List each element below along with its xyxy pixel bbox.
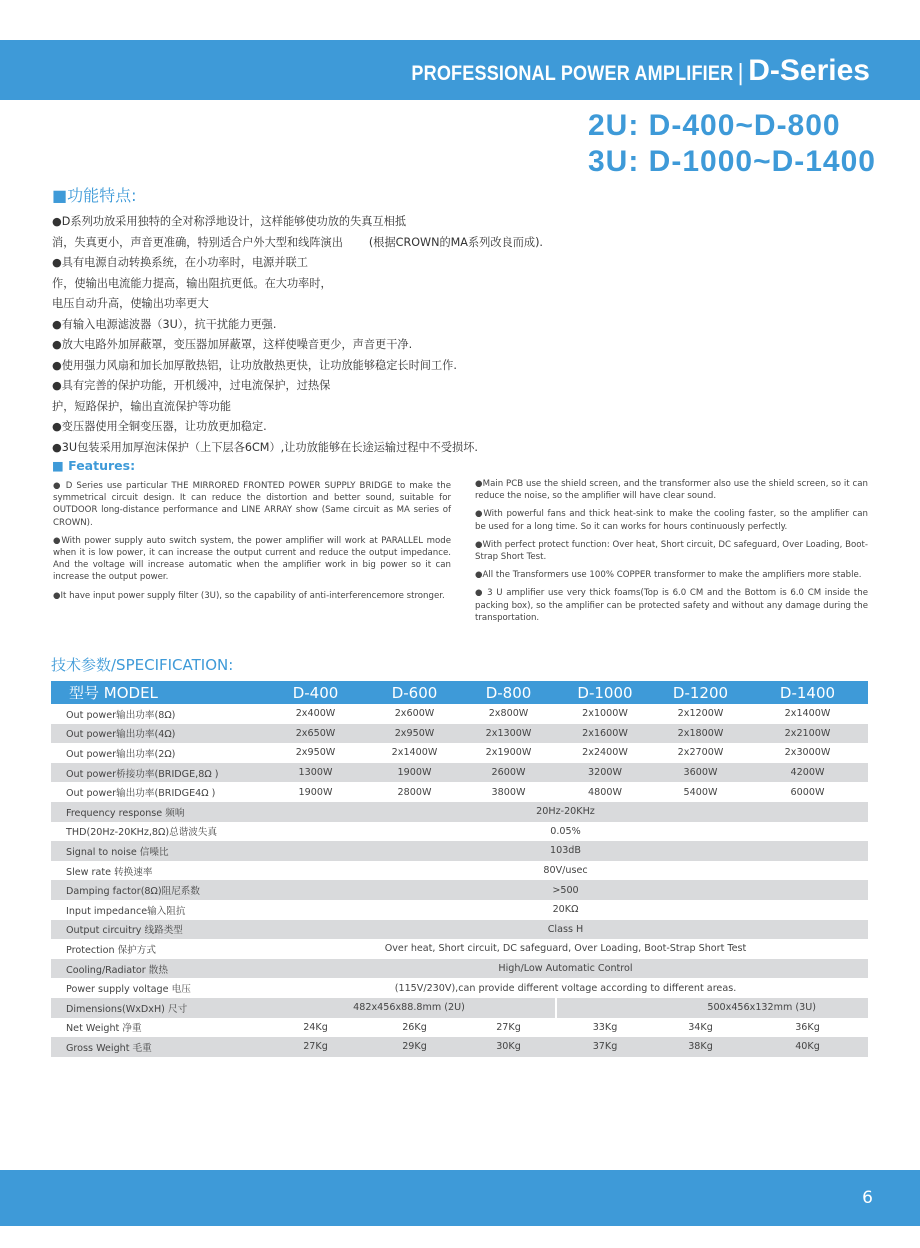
- header-bar: [0, 40, 920, 100]
- spec-row: [51, 1018, 868, 1038]
- spec-cell: 1300W: [263, 763, 368, 783]
- spec-cell: 40Kg: [747, 1037, 868, 1057]
- spec-row-label: Frequency response 频响: [51, 802, 263, 822]
- spec-cell-span: >500: [263, 880, 868, 900]
- spec-row-label: Gross Weight 毛重: [51, 1037, 263, 1057]
- spec-row: [51, 1037, 868, 1057]
- header-title-text: PROFESSIONAL POWER AMPLIFIER: [410, 62, 733, 85]
- spec-header-row: [51, 681, 868, 704]
- spec-cell: 2x1000W: [582, 708, 628, 720]
- features-en-paragraph: ●It have input power supply filter (3U), so the capability of anti-interferencemore stronger.: [53, 590, 445, 601]
- spec-cell: 37Kg: [556, 1037, 654, 1057]
- spec-row: [51, 900, 868, 920]
- spec-cell: 2x1600W: [556, 724, 654, 744]
- spec-cell: 2x3000W: [784, 747, 831, 759]
- spec-row-label: Slew rate 转换速率: [66, 866, 153, 878]
- spec-row-dimensions: [51, 998, 868, 1018]
- spec-row-label: Out power输出功率(2Ω): [66, 748, 176, 760]
- features-en-paragraph: ●All the Transformers use 100% COPPER transformer to make the amplifiers more stable.: [475, 570, 862, 581]
- spec-row: [51, 920, 868, 940]
- spec-cell: 2x2100W: [747, 724, 868, 744]
- spec-cell-span: 20Hz-20KHz: [263, 802, 868, 822]
- spec-cell-dimensions-3u: 500x456x132mm (3U): [556, 998, 868, 1018]
- spec-row-label: Out power输出功率(8Ω): [66, 709, 176, 721]
- features-zh-line: ●使用强力风扇和加长加厚散热铝，让功放散热更快，让功放能够稳定长时间工作.: [52, 358, 457, 372]
- spec-cell-span: (115V/230V),can provide different voltage according to different areas.: [394, 982, 737, 994]
- features-en-right-column: [475, 478, 868, 630]
- features-zh-line: 作，使输出电流能力提高，输出阻抗更低。在大功率时，: [52, 276, 332, 290]
- spec-cell: 27Kg: [496, 1021, 521, 1033]
- features-en-paragraph: ● 3 U amplifier use very thick foams(Top is 6.0 CM and the Bottom is 6.0 CM inside the packing box), so the amplifier can be protected safety and without any damage during the transportation.: [475, 588, 868, 623]
- spec-row-label: Dimensions(WxDxH) 尺寸: [51, 998, 263, 1018]
- spec-cell: 2x2700W: [677, 747, 724, 759]
- spec-cell: 6000W: [790, 786, 825, 798]
- spec-cell: 2x1400W: [784, 708, 831, 720]
- spec-row: [51, 724, 868, 744]
- spec-header-cell: D-800: [461, 681, 556, 704]
- spec-cell: 2x800W: [488, 708, 529, 720]
- spec-row: [51, 782, 868, 802]
- model-range-3u: 3U: D-1000~D-1400: [588, 145, 876, 178]
- spec-header-cell: D-1400: [747, 681, 868, 704]
- spec-cell-span: 103dB: [263, 841, 868, 861]
- spec-cell-span: 80V/usec: [543, 865, 588, 877]
- spec-cell: 4200W: [747, 763, 868, 783]
- spec-row-label: Out power输出功率(4Ω): [51, 724, 263, 744]
- features-zh-list: [52, 212, 572, 458]
- spec-cell: 24Kg: [303, 1021, 328, 1033]
- spec-row-label: THD(20Hz-20KHz,8Ω)总谐波失真: [66, 827, 218, 839]
- features-zh-line: ●具有电源自动转换系统，在小功率时，电源并联工: [52, 256, 308, 269]
- spec-cell: 3200W: [556, 763, 654, 783]
- features-en-paragraph: ●With perfect protect function: Over heat, Short circuit, DC safeguard, Over Loading, Boot-Strap Short Test.: [475, 539, 868, 563]
- features-zh-line: 护，短路保护，输出直流保护等功能: [52, 399, 232, 413]
- spec-cell: 27Kg: [263, 1037, 368, 1057]
- header-series: D-Series: [748, 54, 870, 87]
- spec-cell: 26Kg: [402, 1021, 427, 1033]
- spec-header-cell: D-1000: [556, 681, 654, 704]
- spec-row-label: Cooling/Radiator 散热: [51, 959, 263, 979]
- spec-row-label: Input impedance输入阻抗: [66, 905, 186, 917]
- spec-cell: 2x650W: [263, 724, 368, 744]
- features-zh-line: ●有输入电源滤波器（3U），抗干扰能力更强.: [52, 317, 277, 331]
- spec-cell: 2x600W: [394, 708, 435, 720]
- features-en-paragraph: ●With power supply auto switch system, the power amplifier will work at PARALLEL mode when it is low power, it can increase the output current and reduce the output impedance. And the voltage will increase automatic when the amplifier work in big power so it can increase the output power.: [53, 535, 451, 583]
- spec-cell: 2x400W: [295, 708, 336, 720]
- page-number: 6: [862, 1188, 873, 1208]
- spec-header-cell: 型号 MODEL: [51, 681, 263, 704]
- features-zh-line: 电压自动升高，使输出功率更大: [52, 297, 209, 310]
- features-zh-line-group: [52, 233, 572, 254]
- features-en-left-column: [53, 480, 451, 608]
- spec-row: [51, 763, 868, 783]
- features-zh-line: 消，失真更小，声音更准确，特别适合户外大型和线阵演出: [52, 235, 343, 249]
- spec-cell: 2x1200W: [677, 708, 724, 720]
- spec-heading: 技术参数/SPECIFICATION:: [51, 656, 234, 674]
- spec-row-label: Power supply voltage 电压: [66, 984, 191, 996]
- spec-row-label: Output circuitry 线路类型: [51, 920, 263, 940]
- header-title: [359, 40, 870, 100]
- features-zh-heading: ■功能特点:: [52, 186, 137, 205]
- spec-cell: 36Kg: [795, 1021, 820, 1033]
- spec-cell: 3800W: [491, 786, 526, 798]
- spec-header-cell: D-600: [368, 681, 461, 704]
- spec-cell-span: High/Low Automatic Control: [263, 959, 868, 979]
- features-zh-line: (根据CROWN的MA系列改良而成).: [368, 235, 543, 249]
- spec-cell: 2x950W: [295, 747, 336, 759]
- spec-row: [51, 939, 868, 959]
- spec-cell-span: Class H: [263, 920, 868, 940]
- spec-row: [51, 743, 868, 763]
- spec-cell: 2x1300W: [461, 724, 556, 744]
- spec-cell: 2600W: [461, 763, 556, 783]
- features-zh-line: ●具有完善的保护功能，开机缓冲，过电流保护，过热保: [52, 379, 331, 392]
- spec-row: [51, 978, 868, 998]
- spec-row: [51, 959, 868, 979]
- spec-cell: 1900W: [298, 786, 333, 798]
- spec-cell: 2x950W: [368, 724, 461, 744]
- features-zh-line: ●放大电路外加屏蔽罩，变压器加屏蔽罩，这样使噪音更少，声音更干净.: [52, 338, 413, 351]
- spec-cell: 1900W: [368, 763, 461, 783]
- spec-cell: 3600W: [654, 763, 747, 783]
- spec-cell-span: 20KΩ: [552, 904, 579, 916]
- features-zh-line: ●变压器使用全铜变压器，让功放更加稳定.: [52, 420, 267, 433]
- spec-row-label: Net Weight 净重: [66, 1023, 142, 1035]
- features-zh-line: ●D系列功放采用独特的全对称浮地设计，这样能够使功放的失真互相抵: [52, 215, 407, 228]
- spec-row-label: Protection 保护方式: [66, 944, 156, 956]
- spec-header-cell: D-400: [263, 681, 368, 704]
- spec-header-cell: D-1200: [654, 681, 747, 704]
- footer-bar: [0, 1170, 920, 1226]
- model-range-2u: 2U: D-400~D-800: [588, 109, 841, 142]
- spec-cell: 38Kg: [654, 1037, 747, 1057]
- spec-cell: 2x1900W: [485, 747, 532, 759]
- spec-cell-span: 0.05%: [550, 825, 581, 837]
- spec-row: [51, 841, 868, 861]
- spec-cell: 5400W: [683, 786, 718, 798]
- spec-row: [51, 822, 868, 842]
- spec-cell-span: Over heat, Short circuit, DC safeguard, Over Loading, Boot-Strap Short Test: [384, 943, 747, 955]
- features-en-paragraph: ●With powerful fans and thick heat-sink to make the cooling faster, so the amplifier can be used for a long time. So it can works for hours continuously perfectly.: [475, 509, 868, 532]
- spec-row: [51, 880, 868, 900]
- spec-cell: 2x1800W: [654, 724, 747, 744]
- model-range: [588, 108, 876, 180]
- header-separator: |: [736, 61, 745, 86]
- spec-cell: 2800W: [397, 786, 432, 798]
- features-en-heading: ■ Features:: [52, 458, 136, 473]
- features-en-paragraph: ● D Series use particular THE MIRRORED FRONTED POWER SUPPLY BRIDGE to make the symmetrical circuit design. It can reduce the distortion and better sound, suitable for OUTDOOR long-distance performance and LINE ARRAY show (Same circuit as MA series of CROWN).: [53, 481, 451, 528]
- spec-cell: 30Kg: [461, 1037, 556, 1057]
- spec-cell: 34Kg: [688, 1021, 713, 1033]
- spec-row-label: Out power桥接功率(BRIDGE,8Ω ): [51, 763, 263, 783]
- spec-row-label: Damping factor(8Ω)阻尼系数: [51, 880, 263, 900]
- spec-cell-dimensions-2u: 482x456x88.8mm (2U): [263, 998, 556, 1018]
- spec-cell: 2x1400W: [391, 747, 438, 759]
- spec-row: [51, 704, 868, 724]
- spec-row-label: Out power输出功率(BRIDGE4Ω ): [66, 788, 216, 800]
- features-zh-line: ●3U包装采用加厚泡沫保护（上下层各6CM）,让功放能够在长途运输过程中不受损坏.: [52, 440, 478, 454]
- spec-cell: 29Kg: [368, 1037, 461, 1057]
- spec-cell: 4800W: [588, 786, 622, 798]
- spec-cell: 2x2400W: [582, 747, 628, 759]
- spec-row: [51, 861, 868, 881]
- features-en-paragraph: ●Main PCB use the shield screen, and the transformer also use the shield screen, so it can reduce the noise, so the amplifier will have clear sound.: [475, 479, 868, 502]
- spec-row: [51, 802, 868, 822]
- spec-row-label: Signal to noise 信噪比: [51, 841, 263, 861]
- spec-table: [51, 681, 868, 1057]
- spec-cell: 33Kg: [592, 1021, 618, 1033]
